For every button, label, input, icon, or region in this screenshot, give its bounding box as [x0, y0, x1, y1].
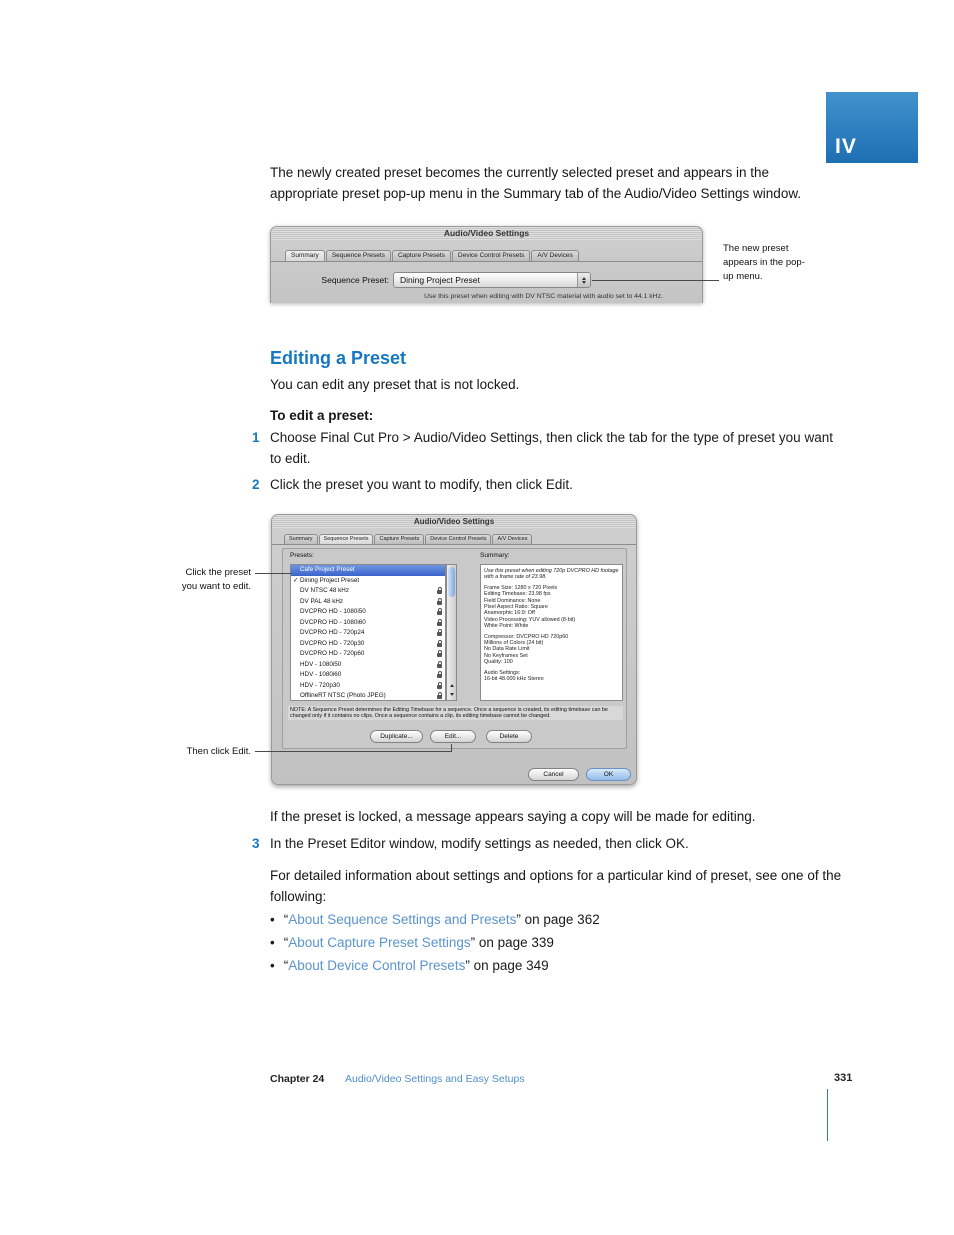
list-item — [270, 909, 600, 930]
preset-name: DVCPRO HD - 720p24 — [300, 629, 365, 636]
tab-sequence-presets[interactable]: Sequence Presets — [319, 534, 374, 544]
preset-list-item[interactable] — [291, 639, 445, 650]
preset-list-scrollbar[interactable] — [446, 564, 457, 701]
preset-name: DV PAL 48 kHz — [300, 597, 344, 605]
preset-list-item[interactable] — [291, 597, 445, 608]
tab-device-control-presets[interactable]: Device Control Presets — [425, 534, 491, 544]
preset-name: HDV - 1080i50 — [300, 660, 342, 668]
delete-button[interactable]: Delete — [486, 730, 532, 743]
lock-icon — [437, 622, 442, 626]
preset-name: Cafe Project Preset — [300, 566, 355, 573]
summary-line: Quality: 100 — [484, 659, 513, 666]
preset-list-item[interactable] — [291, 660, 445, 671]
sequence-preset-popup[interactable] — [393, 272, 591, 288]
step-3-text: In the Preset Editor window, modify settings as needed, then click OK. — [270, 836, 689, 851]
preset-list-item[interactable] — [291, 691, 445, 701]
list-item — [270, 955, 549, 976]
summary-line: Frame Size: 1280 x 720 Pixels — [484, 584, 558, 591]
scroll-up-icon[interactable] — [447, 681, 456, 690]
window-title: Audio/Video Settings — [443, 228, 530, 238]
step-2 — [252, 474, 845, 495]
lock-icon — [437, 590, 442, 594]
summary-line: Millions of Colors (24 bit) — [484, 640, 544, 647]
tab-summary[interactable]: Summary — [285, 250, 325, 261]
summary-line: No Data Rate Limit — [484, 646, 530, 653]
section-heading: Editing a Preset — [270, 348, 407, 368]
leader-line — [451, 744, 452, 752]
tab-av-devices[interactable]: A/V Devices — [492, 534, 532, 544]
lock-icon — [437, 664, 442, 668]
summary-label: Summary: — [480, 552, 510, 559]
callout-click-preset: Click the preset you want to edit. — [181, 567, 251, 592]
quote-open: “ — [283, 912, 289, 927]
window-titlebar[interactable] — [272, 515, 636, 528]
preset-list-item[interactable] — [291, 565, 445, 576]
summary-line: 16-bit 48.000 kHz Stereo — [484, 676, 544, 683]
lock-icon — [437, 674, 442, 678]
arrow-up-icon — [582, 277, 586, 280]
preset-name: HDV - 1080i60 — [300, 671, 342, 678]
step-2-text: Click the preset you want to modify, then click Edit. — [270, 477, 573, 492]
tab-bar — [285, 250, 580, 261]
summary-line: No Keyframes Set — [484, 652, 528, 659]
preset-name: OfflineRT NTSC (Photo JPEG) — [300, 692, 386, 699]
step-3 — [252, 833, 845, 854]
leader-line — [592, 280, 719, 281]
preset-name: DVCPRO HD - 1080i60 — [300, 618, 366, 626]
lock-icon — [437, 611, 442, 615]
summary-line: Field Dominance: None — [484, 597, 541, 604]
link-about-capture-presets[interactable]: About Capture Preset Settings — [288, 935, 471, 950]
callout-then-click-edit: Then click Edit. — [186, 746, 251, 757]
quote-open: “ — [283, 935, 289, 950]
scroll-down-icon[interactable] — [447, 690, 456, 699]
more-info-paragraph: For detailed information about settings and options for a particular kind of preset, see one of the following: — [270, 868, 842, 904]
preset-list-item[interactable] — [291, 670, 445, 681]
ok-button[interactable]: OK — [586, 768, 631, 781]
leader-line — [255, 573, 291, 574]
step-2-number: 2 — [252, 477, 260, 492]
presets-panel — [282, 548, 627, 749]
preset-name: Dining Project Preset — [300, 576, 360, 584]
preset-name: DVCPRO HD - 1080i50 — [300, 608, 366, 615]
preset-name: DV NTSC 48 kHz — [300, 587, 349, 594]
tab-capture-presets[interactable]: Capture Presets — [374, 534, 424, 544]
link-about-device-control-presets[interactable]: About Device Control Presets — [288, 958, 466, 973]
audio-video-settings-window-sequence-presets — [271, 514, 637, 785]
quote-open: “ — [283, 958, 289, 973]
summary-line: Pixel Aspect Ratio: Square — [484, 604, 548, 611]
sequence-preset-label: Sequence Preset: — [321, 275, 389, 285]
presets-label: Presets: — [290, 552, 314, 559]
step-1-text: Choose Final Cut Pro > Audio/Video Settings, then click the tab for the type of preset you want to edit. — [270, 430, 833, 466]
window-titlebar[interactable] — [271, 227, 702, 240]
tab-bar — [284, 534, 533, 544]
preset-list-item[interactable] — [291, 681, 445, 692]
sequence-preset-value: Dining Project Preset — [400, 275, 480, 285]
tab-summary[interactable]: Summary — [284, 534, 318, 544]
tab-capture-presets[interactable]: Capture Presets — [392, 250, 451, 261]
bullet-suffix: ” on page 362 — [516, 912, 600, 927]
tab-av-devices[interactable]: A/V Devices — [531, 250, 578, 261]
footer-rule — [827, 1089, 828, 1141]
preset-description-text: Use this preset when editing with DV NTSC material with audio set to 44.1 kHz. — [424, 293, 663, 300]
callout-new-preset: The new preset appears in the pop-up menu. — [723, 243, 805, 282]
cancel-button[interactable]: Cancel — [528, 768, 579, 781]
summary-line: Video Processing: YUV allowed (8-bit) — [484, 616, 576, 623]
section-lead: You can edit any preset that is not locked. — [270, 377, 520, 392]
step-1 — [252, 427, 845, 469]
preset-name: HDV - 720p30 — [300, 681, 340, 689]
bullet-icon: • — [270, 912, 275, 927]
summary-line: Compressor: DVCPRO HD 720p60 — [484, 633, 569, 640]
bullet-suffix: ” on page 349 — [465, 958, 549, 973]
footer-chapter-label: Chapter 24 — [270, 1073, 325, 1085]
footer-chapter-link[interactable]: Audio/Video Settings and Easy Setups — [345, 1073, 525, 1085]
summary-line: Editing Timebase: 23.98 fps — [484, 591, 551, 598]
lock-icon — [437, 685, 442, 689]
lock-icon — [437, 601, 442, 605]
tab-device-control-presets[interactable]: Device Control Presets — [452, 250, 530, 261]
preset-summary-box — [480, 564, 623, 701]
step-3-number: 3 — [252, 836, 260, 851]
duplicate-button[interactable]: Duplicate... — [370, 730, 423, 743]
task-label: To edit a preset: — [270, 408, 374, 423]
step-1-number: 1 — [252, 430, 260, 445]
tab-divider — [271, 261, 702, 262]
intro-paragraph: The newly created preset becomes the currently selected preset and appears in the appropriate preset pop-up menu in the Summary tab of the Audio/Video Settings window. — [270, 165, 802, 201]
bullet-icon: • — [270, 958, 275, 973]
lock-icon — [437, 695, 442, 699]
audio-video-settings-window-summary — [270, 226, 703, 303]
arrow-down-icon — [582, 281, 586, 284]
preset-list-item[interactable] — [291, 649, 445, 660]
edit-button[interactable]: Edit... — [430, 730, 476, 743]
sequence-preset-note: NOTE: A Sequence Preset determines the Editing Timebase for a sequence. Once a sequence is created, its editing timebase can be changed only if it contains no clips. Once a sequence contains a clip, its editing timebase cannot be changed. — [288, 706, 623, 720]
tab-divider — [272, 544, 636, 545]
preset-name: DVCPRO HD - 720p30 — [300, 639, 365, 647]
locked-note: If the preset is locked, a message appears saying a copy will be made for editing. — [270, 809, 756, 824]
part-number-tab — [826, 92, 918, 163]
tab-sequence-presets[interactable]: Sequence Presets — [326, 250, 391, 261]
preset-list-item[interactable] — [291, 586, 445, 597]
summary-line: Audio Settings: — [484, 669, 521, 676]
list-item — [270, 932, 554, 953]
preset-name: DVCPRO HD - 720p60 — [300, 650, 365, 657]
window-title: Audio/Video Settings — [413, 517, 495, 526]
preset-list — [290, 564, 446, 701]
bullet-suffix: ” on page 339 — [470, 935, 554, 950]
summary-line: Anamorphic 16:9: Off — [484, 610, 535, 617]
lock-icon — [437, 632, 442, 636]
scrollbar-thumb[interactable] — [448, 567, 455, 597]
leader-line — [255, 751, 452, 752]
summary-intro: Use this preset when editing 720p DVCPRO HD footage with a frame rate of 23.98. — [484, 568, 619, 581]
preset-list-item[interactable] — [291, 618, 445, 629]
part-number-label: IV — [835, 135, 857, 158]
summary-line: White Point: White — [484, 623, 529, 630]
preset-list-item[interactable] — [291, 628, 445, 639]
bullet-icon: • — [270, 935, 275, 950]
lock-icon — [437, 643, 442, 647]
preset-list-item[interactable] — [291, 576, 445, 587]
preset-list-item[interactable] — [291, 607, 445, 618]
link-about-sequence-settings[interactable]: About Sequence Settings and Presets — [288, 912, 517, 927]
checkmark-icon: ✓ — [293, 576, 299, 584]
lock-icon — [437, 653, 442, 657]
page-number: 331 — [834, 1072, 853, 1084]
popup-stepper-icon — [577, 273, 590, 287]
